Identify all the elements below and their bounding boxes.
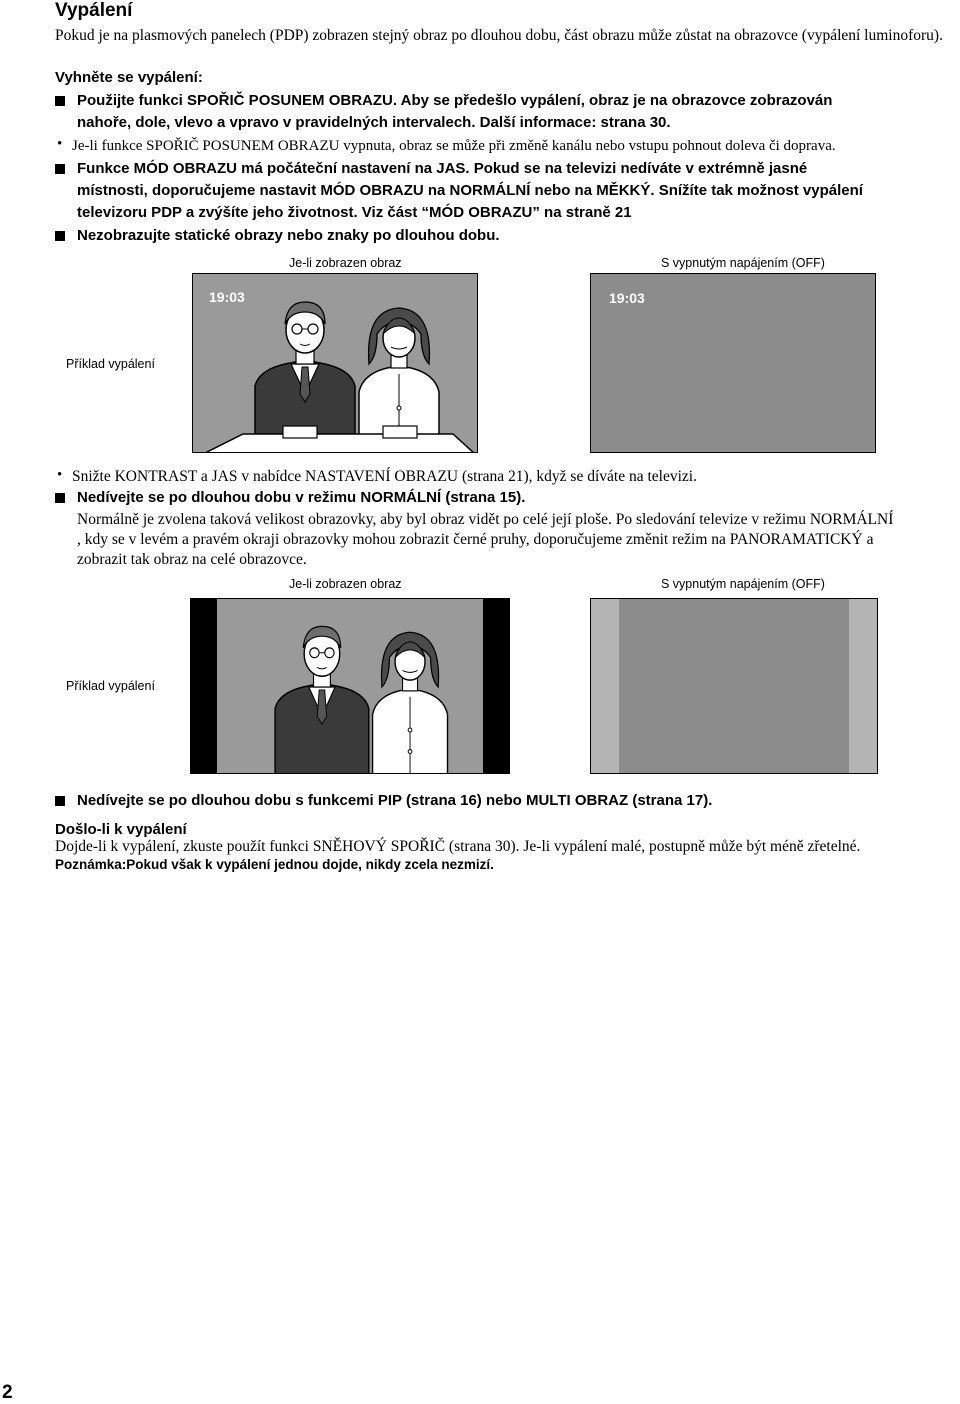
figure1-clock-right: 19:03 <box>609 290 645 306</box>
burn-edge-right <box>849 599 877 773</box>
black-bar-right <box>483 599 509 773</box>
figure1-caption-left: Je-li zobrazen obraz <box>289 256 402 270</box>
avoid-heading: Vyhněte se vypálení: <box>55 69 203 86</box>
bullet-square-icon <box>55 96 65 106</box>
bullet-square-icon <box>55 231 65 241</box>
tip-line: Použijte funkci SPOŘIČ POSUNEM OBRAZU. Aby se předešlo vypálení, obraz je na obrazovce zobrazován <box>77 92 833 109</box>
bullet-square-icon <box>55 164 65 174</box>
desk-paper-right <box>383 426 417 438</box>
tip-line: Funkce MÓD OBRAZU má počáteční nastavení na JAS. Pokud se na televizi nedíváte v extrémně jasné <box>77 160 808 177</box>
man-tie <box>300 367 310 402</box>
text-line: , kdy se v levém a pravém okraji obrazovky mohou zobrazit černé pruhy, doporučujeme změnit režim na PANORAMATICKÝ a <box>77 531 874 548</box>
tip-line: nahoře, dole, vlevo a vpravo v pravidelných intervalech. Další informace: strana 30. <box>77 114 671 131</box>
figure2-caption-right: S vypnutým napájením (OFF) <box>661 577 825 591</box>
tip-image-shift <box>77 90 952 134</box>
tip-line: místnosti, doporučujeme nastavit MÓD OBRAZU na NORMÁLNÍ nebo na MĚKKÝ. Snížíte tak možnost vypálení <box>77 182 863 199</box>
burn-note: Poznámka:Pokud však k vypálení jednou dojde, nikdy zcela nezmizí. <box>55 857 494 872</box>
figure1-screen-on <box>192 273 478 453</box>
section-title: Vypálení <box>55 0 133 21</box>
figure2-caption-left: Je-li zobrazen obraz <box>289 577 402 591</box>
bullet-contrast-note: Snižte KONTRAST a JAS v nabídce NASTAVENÍ OBRAZU (strana 21), když se díváte na televizi. <box>72 468 697 485</box>
burn-edge-left <box>591 599 619 773</box>
figure1-screen-off <box>590 273 876 453</box>
tip-pip-multi: Nedívejte se po dlouhou dobu s funkcemi PIP (strana 16) nebo MULTI OBRAZ (strana 17). <box>77 792 713 809</box>
news-anchors-illustration <box>217 599 485 774</box>
text-line: zobrazit tak obraz na celé obrazovce. <box>77 551 307 568</box>
bullet-square-icon <box>55 493 65 503</box>
tip-normal-mode: Nedívejte se po dlouhou dobu v režimu NORMÁLNÍ (strana 15). <box>77 489 526 506</box>
burn-heading: Došlo-li k vypálení <box>55 821 187 838</box>
normal-mode-explanation <box>77 510 893 570</box>
figure2-screen-on <box>190 598 510 774</box>
bullet-dot-icon: • <box>57 467 63 483</box>
figure2-side-label: Příklad vypálení <box>66 679 155 693</box>
figure1-side-label: Příklad vypálení <box>66 357 155 371</box>
bullet-dot-icon: • <box>57 136 63 152</box>
intro-paragraph: Pokud je na plasmových panelech (PDP) zobrazen stejný obraz po dlouhou dobu, část obrazu může zůstat na obrazovce (vypálení luminoforu). <box>55 27 943 44</box>
desk-paper-left <box>283 426 317 438</box>
tip-static-images: Nezobrazujte statické obrazy nebo znaky po dlouhou dobu. <box>77 227 500 244</box>
tip-picture-mode <box>77 158 952 224</box>
burn-text: Dojde-li k vypálení, zkuste použít funkci SNĚHOVÝ SPOŘIČ (strana 30). Je-li vypálení malé, postupně může být méně zřetelné. <box>55 838 861 855</box>
news-anchors-illustration <box>193 274 478 453</box>
figure1-clock-left: 19:03 <box>209 289 245 305</box>
text-line: Normálně je zvolena taková velikost obrazovky, aby byl obraz vidět po celé její ploše. Po sledování televize v režimu NORMÁLNÍ <box>77 511 894 528</box>
black-bar-left <box>191 599 217 773</box>
bullet-shift-note: Je-li funkce SPOŘIČ POSUNEM OBRAZU vypnuta, obraz se může při změně kanálu nebo vstupu pohnout doleva či doprava. <box>72 138 836 154</box>
bullet-square-icon <box>55 796 65 806</box>
figure2-screen-off <box>590 598 878 774</box>
tip-line: televizoru PDP a zvýšíte jeho životnost. Viz část “MÓD OBRAZU” na straně 21 <box>77 204 632 221</box>
figure1-caption-right: S vypnutým napájením (OFF) <box>661 256 825 270</box>
page-number: 2 <box>2 1382 13 1403</box>
news-desk <box>203 434 475 453</box>
